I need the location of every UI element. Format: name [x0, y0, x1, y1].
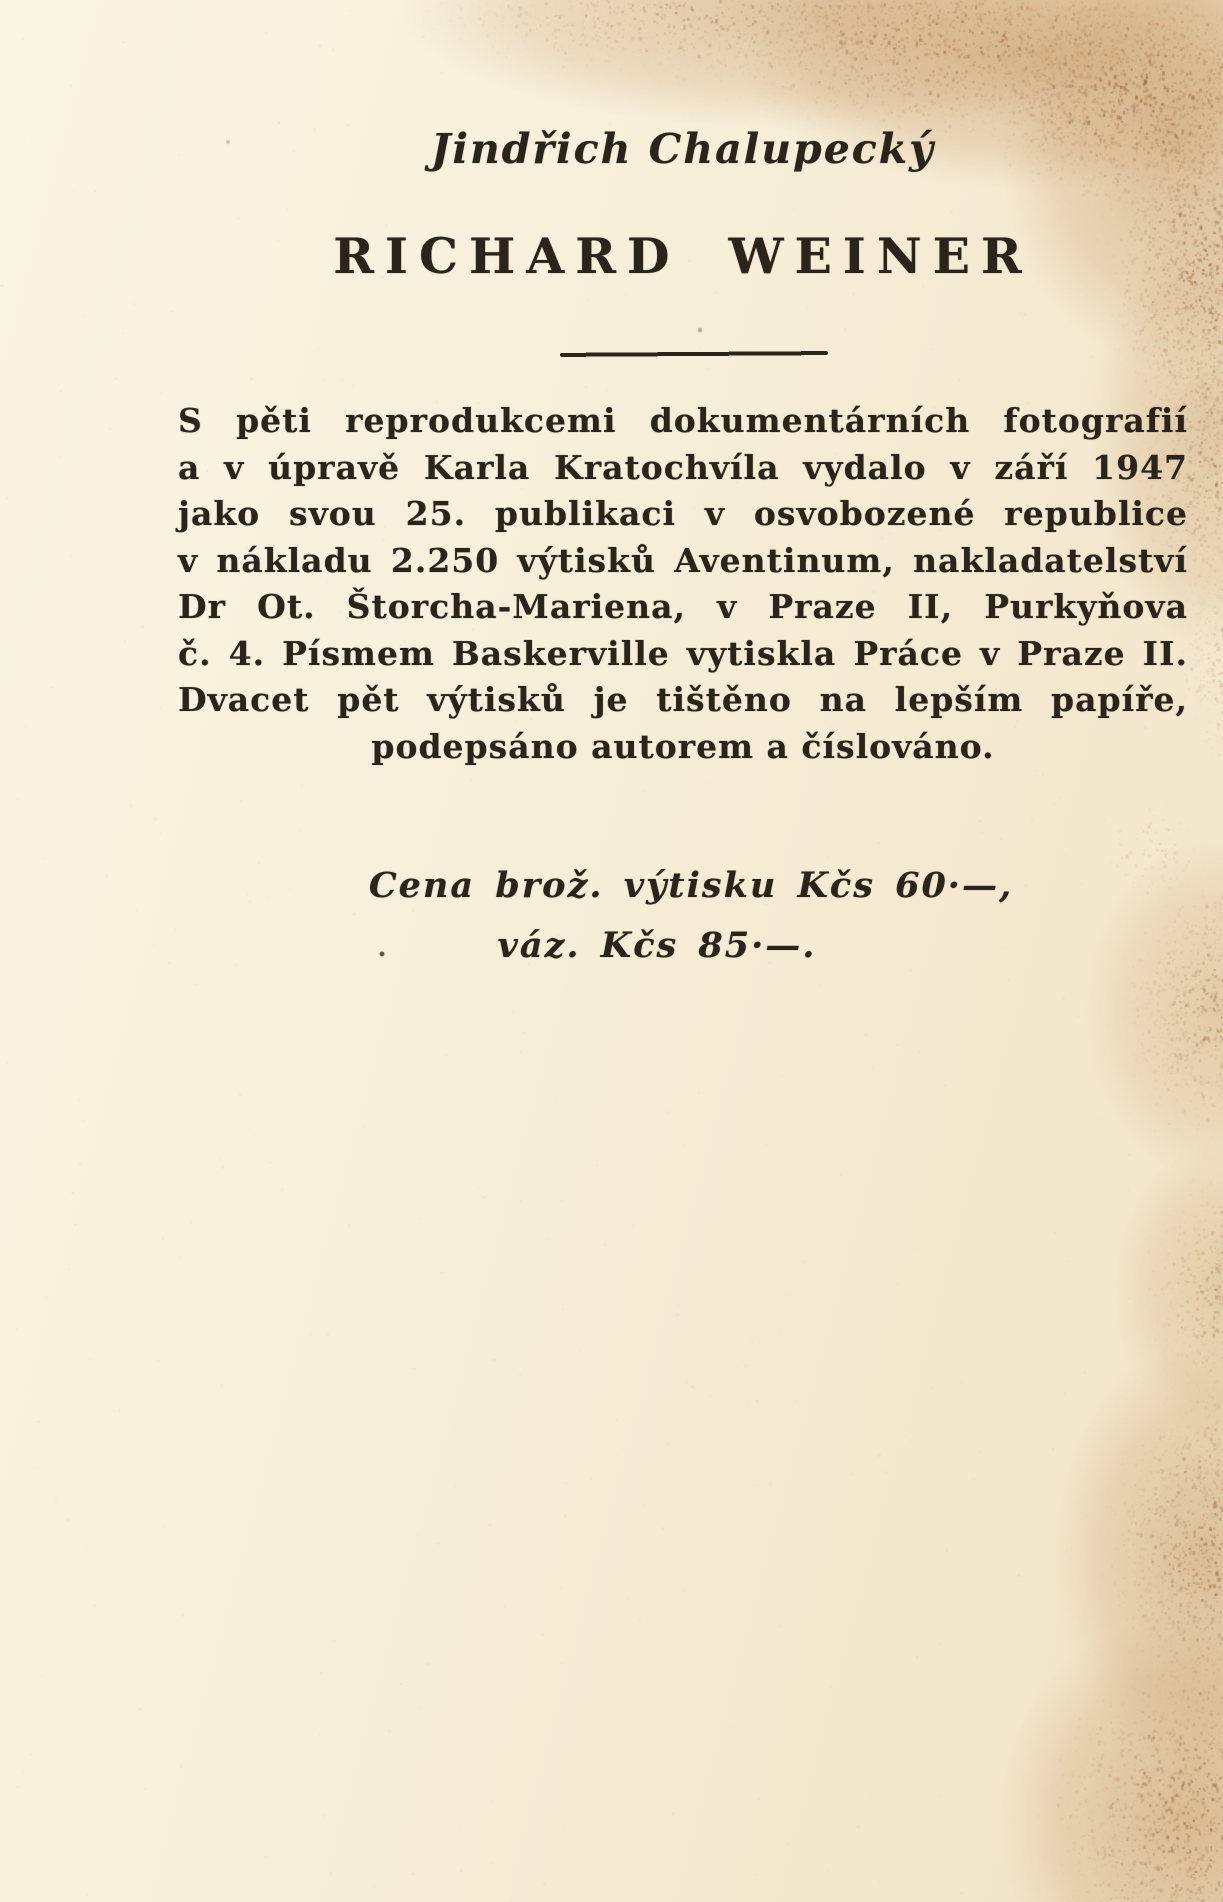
price-text [178, 856, 1188, 976]
colophon-line: a v úpravě Karla Kratochvíla vydalo v září 1947 [178, 447, 1188, 487]
author-name: Jindřich Chalupecký [430, 125, 935, 173]
colophon-text [178, 398, 1188, 770]
colophon-line: Dr Ot. Štorcha-Mariena, v Praze II, Purkyňova [178, 587, 1188, 626]
colophon-line: č. 4. Písmem Baskerville vytiskla Práce v Praze II. [178, 633, 1188, 673]
colophon-line: jako svou 25. publikaci v osvobozené republice [178, 494, 1188, 533]
colophon-line: podepsáno autorem a číslováno. [371, 726, 995, 766]
colophon-line: Dvacet pět výtisků je tištěno na lepším papíře, [178, 680, 1188, 719]
price-line-paperback: Cena brož. výtisku Kčs 60·—, [368, 865, 1014, 906]
price-line-hardcover: váz. Kčs 85·—. [497, 925, 817, 966]
book-title: RICHARD WEINER [333, 227, 1033, 285]
colophon-line: S pěti reprodukcemi dokumentárních fotografií [178, 401, 1188, 440]
colophon-line: v nákladu 2.250 výtisků Aventinum, nakladatelství [178, 540, 1188, 580]
